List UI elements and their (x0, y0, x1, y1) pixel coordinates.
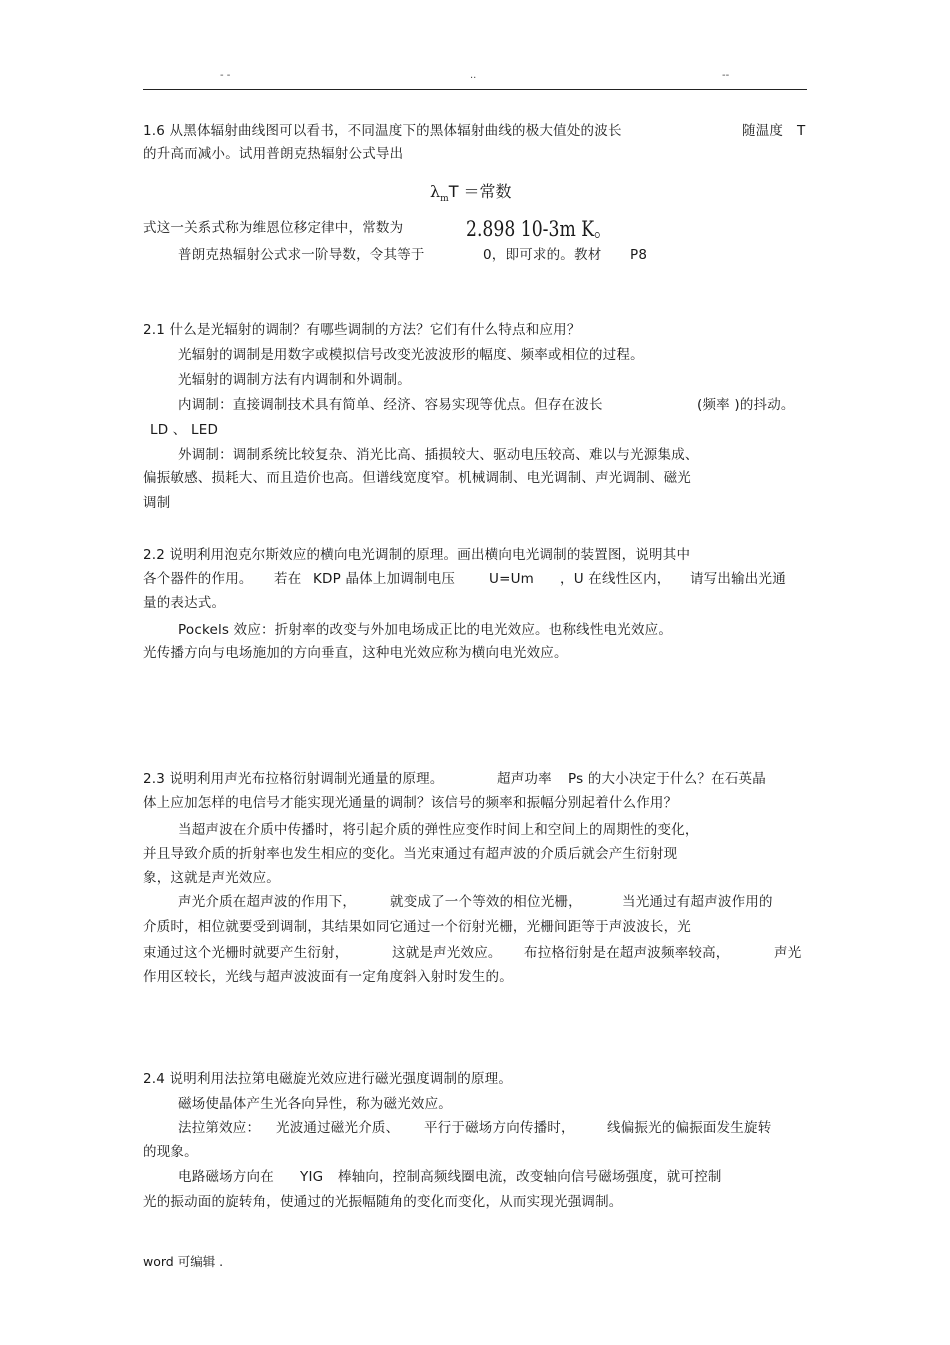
s24-answer-1: 磁场使晶体产生光各向异性，称为磁光效应。 (178, 1096, 452, 1112)
s21-answer-3: 内调制：直接调制技术具有简单、经济、容易实现等优点。但存在波长 (178, 397, 603, 413)
s22-question-3: 量的表达式。 (143, 595, 226, 611)
s23-answer-4b: 就变成了一个等效的相位光栅， (390, 894, 582, 910)
s21-answer-7: 调制 (143, 495, 171, 511)
s23-answer-4a: 声光介质在超声波的作用下， (178, 894, 357, 910)
s24-answer-4b: YIG (300, 1169, 324, 1185)
s16-line1 (143, 122, 622, 140)
footer-note: word 可编辑 . (143, 1254, 224, 1269)
s22-question-2d: U=Um (489, 571, 535, 587)
s23-question-1c: Ps 的大小决定于什么？在石英晶 (568, 771, 766, 787)
s23-answer-6c: 布拉格衍射是在超声波频率较高， (524, 945, 730, 961)
s23-answer-2: 并且导致介质的折射率也发生相应的变化。当光束通过有超声波的介质后就会产生衍射现 (143, 846, 678, 862)
wien-formula (430, 179, 512, 204)
formula-subscript: m (440, 194, 449, 205)
s16-line1-b: 随温度 (742, 123, 784, 139)
header-rule (143, 89, 807, 90)
s22-answer-1: Pockels 效应：折射率的改变与外加电场成正比的电光效应。也称线性电光效应。 (178, 622, 673, 638)
s21-answer-5: 外调制：调制系统比较复杂、消光比高、插损较大、驱动电压较高、难以与光源集成、 (178, 447, 699, 463)
s23-question-2: 体上应加怎样的电信号才能实现光通量的调制？该信号的频率和振幅分别起着什么作用？ (143, 795, 678, 811)
formula-lambda: λ (430, 182, 441, 201)
s23-answer-7: 作用区较长，光线与超声波波面有一定角度斜入射时发生的。 (143, 969, 513, 985)
s21-answer-2: 光辐射的调制方法有内调制和外调制。 (178, 372, 411, 388)
s24-answer-2b: 光波通过磁光介质、 (276, 1120, 400, 1136)
s16-line4: 普朗克热辐射公式求一阶导数，令其等于 (178, 247, 425, 263)
s21-question: 2.1 什么是光辐射的调制？有哪些调制的方法？它们有什么特点和应用？ (143, 322, 581, 338)
s22-question-2e: ，U 在线性区内， (560, 571, 671, 587)
s23-answer-3: 象，这就是声光效应。 (143, 870, 280, 886)
header-center-mark: .. (470, 70, 477, 81)
header-left-mark: - - (220, 70, 231, 81)
s21-answer-1: 光辐射的调制是用数字或模拟信号改变光波波形的幅度、频率或相位的过程。 (178, 347, 644, 363)
s23-answer-1: 当超声波在介质中传播时，将引起介质的弹性应变作时间上和空间上的周期性的变化， (178, 822, 699, 838)
s24-answer-3: 的现象。 (143, 1144, 198, 1160)
s22-question-2b: 若在 (274, 571, 302, 587)
s21-answer-4: LD 、 LED (150, 422, 219, 438)
s24-answer-2c: 平行于磁场方向传播时， (424, 1120, 575, 1136)
s24-answer-2a: 法拉第效应： (178, 1120, 261, 1136)
s21-answer-6: 偏振敏感、损耗大、而且造价也高。但谱线宽度窄。机械调制、电光调制、声光调制、磁光 (143, 470, 691, 486)
s23-answer-6a: 束通过这个光栅时就要产生衍射， (143, 945, 349, 961)
s16-line1-c: T (797, 123, 806, 139)
s24-question: 2.4 说明利用法拉第电磁旋光效应进行磁光强度调制的原理。 (143, 1071, 513, 1087)
s22-question-2c: KDP 晶体上加调制电压 (313, 571, 456, 587)
s24-answer-4c: 棒轴向，控制高频线圈电流，改变轴向信号磁场强度，就可控制 (338, 1169, 722, 1185)
s23-answer-5: 介质时，相位就要受到调制，其结果如同它通过一个衍射光栅，光栅间距等于声波波长，光 (143, 919, 691, 935)
s23-question-1a: 2.3 说明利用声光布拉格衍射调制光通量的原理。 (143, 771, 444, 787)
s16-line1-text: 1.6 从黑体辐射曲线图可以看书，不同温度下的黑体辐射曲线的极大值处的波长 (143, 123, 622, 139)
s22-answer-2: 光传播方向与电场施加的方向垂直，这种电光效应称为横向电光效应。 (143, 645, 568, 661)
s23-question-1b: 超声功率 (497, 771, 552, 787)
s16-line4-c: P8 (630, 247, 648, 263)
wien-constant: 2.898 10-3m K。 (466, 217, 612, 241)
s22-question-2a: 各个器件的作用。 (143, 571, 253, 587)
s16-line2: 的升高而减小。试用普朗克热辐射公式导出 (143, 146, 404, 162)
s22-question-2f: 请写出输出光通 (690, 571, 786, 587)
s22-question-1: 2.2 说明利用泡克尔斯效应的横向电光调制的原理。画出横向电光调制的装置图，说明其中 (143, 547, 691, 563)
header-right-mark: -- (722, 70, 730, 81)
formula-rest: T ＝常数 (448, 182, 512, 201)
s24-answer-4a: 电路磁场方向在 (178, 1169, 274, 1185)
s16-line4-b: 0，即可求的。教材 (483, 247, 602, 263)
s24-answer-5: 光的振动面的旋转角，使通过的光振幅随角的变化而变化，从而实现光强调制。 (143, 1194, 623, 1210)
s21-answer-3b: (频率 )的抖动。 (697, 397, 795, 413)
s23-answer-4c: 当光通过有超声波作用的 (622, 894, 773, 910)
s23-answer-6b: 这就是声光效应。 (392, 945, 502, 961)
s24-answer-2d: 线偏振光的偏振面发生旋转 (607, 1120, 772, 1136)
s23-answer-6d: 声光 (774, 945, 802, 961)
s16-line3: 式这一关系式称为维恩位移定律中，常数为 (143, 220, 404, 236)
